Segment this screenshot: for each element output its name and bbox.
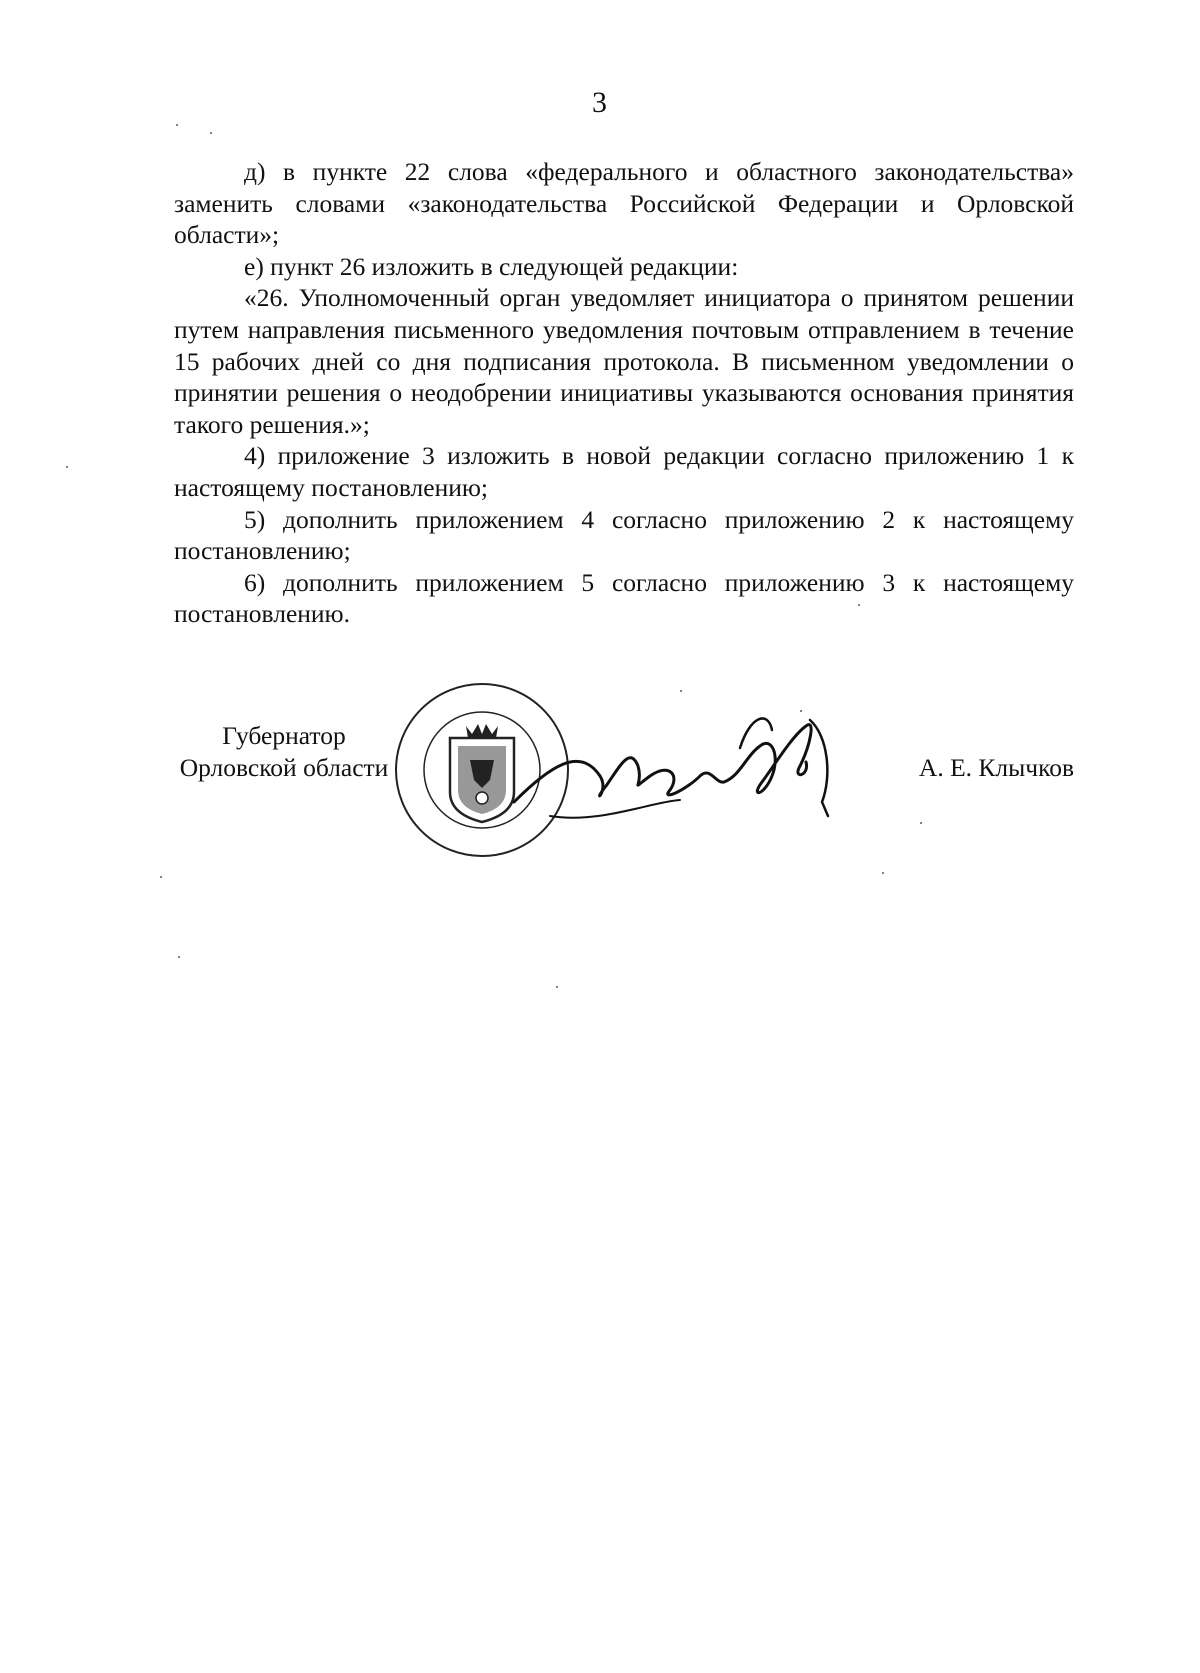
- scan-speck: [176, 124, 178, 126]
- signature-block: [174, 700, 1074, 860]
- scan-speck: [858, 604, 860, 606]
- paragraph-6: 6) дополнить приложением 5 согласно приложению 3 к настоящему постановлению.: [174, 567, 1074, 629]
- paragraph-26-text: «26. Уполномоченный орган уведомляет инициатора о принятом решении путем направления письменного уведомления почтовым отправлением в течение 15 рабочих дней со дня подписания протокола. В письменном уведомлении о принятии решения о неодобрении инициативы указываются основания принятия такого решения.»;: [174, 283, 1074, 439]
- page-number: 3: [592, 86, 607, 119]
- paragraph-5: 5) дополнить приложением 4 согласно приложению 2 к настоящему постановлению;: [174, 504, 1074, 566]
- scan-speck: [800, 710, 802, 712]
- handwritten-signature-icon: [510, 706, 870, 836]
- scan-speck: [882, 872, 884, 874]
- scan-speck: [210, 132, 212, 134]
- signatory-title-line1: Губернатор: [222, 721, 346, 750]
- scan-speck: [160, 876, 162, 878]
- scan-speck: [556, 986, 558, 988]
- paragraph-4: 4) приложение 3 изложить в новой редакции согласно приложению 1 к настоящему постановлению;: [174, 441, 1074, 502]
- scan-speck: [178, 956, 180, 958]
- scan-speck: [920, 822, 922, 824]
- paragraph-d: д) в пункте 22 слова «федерального и областного законодательства» заменить словами «законодательства Российской Федерации и Орловской области»;: [174, 157, 1074, 250]
- scan-speck: [680, 690, 682, 692]
- scan-speck: [66, 466, 68, 468]
- document-body: [174, 156, 1074, 630]
- signatory-title: [174, 720, 394, 784]
- signatory-name: А. Е. Клычков: [918, 753, 1074, 782]
- paragraph-e: е) пункт 26 изложить в следующей редакции:: [244, 251, 739, 281]
- signatory-title-line2: Орловской области: [179, 753, 389, 782]
